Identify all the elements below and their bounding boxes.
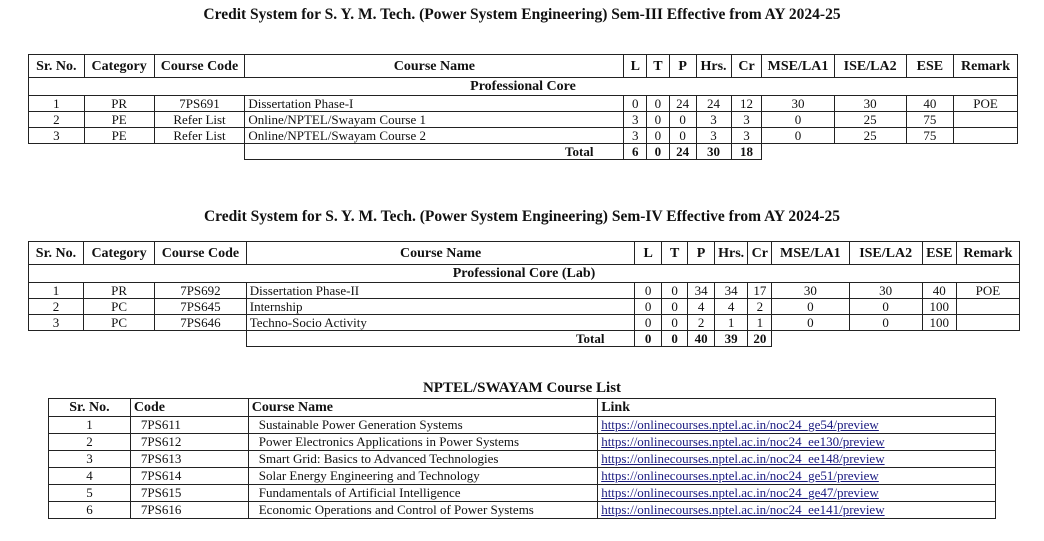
sem4-cell: POE <box>956 283 1019 299</box>
sem3-header-cell: Hrs. <box>696 55 731 78</box>
table-row <box>49 434 996 451</box>
sem3-cell: 40 <box>906 96 953 112</box>
course-link[interactable]: https://onlinecourses.nptel.ac.in/noc24_ge47/preview <box>598 485 996 502</box>
sem3-cell: 3 <box>731 112 762 128</box>
total-value: 0 <box>661 331 687 347</box>
sem4-header-cell: Course Name <box>246 242 635 265</box>
sem3-cell: 24 <box>669 96 696 112</box>
course-link[interactable]: https://onlinecourses.nptel.ac.in/noc24_ge51/preview <box>598 468 996 485</box>
total-value: 18 <box>731 144 762 160</box>
sem4-header-cell: T <box>661 242 687 265</box>
total-label: Total <box>245 144 624 160</box>
sem3-cell: 3 <box>696 128 731 144</box>
sem3-header-cell: L <box>624 55 647 78</box>
sem4-cell: 7PS646 <box>155 315 247 331</box>
nptel-cell: Economic Operations and Control of Power Systems <box>248 502 597 519</box>
table-row <box>49 502 996 519</box>
sem3-cell: 0 <box>647 112 670 128</box>
sem3-header-cell: MSE/LA1 <box>762 55 834 78</box>
sem4-cell: 34 <box>688 283 714 299</box>
blank-cell <box>84 144 154 160</box>
sem3-cell: PR <box>84 96 154 112</box>
nptel-cell: 2 <box>49 434 131 451</box>
sem4-cell: 0 <box>661 315 687 331</box>
total-row <box>29 331 1020 347</box>
sem3-cell: PE <box>84 112 154 128</box>
course-link[interactable]: https://onlinecourses.nptel.ac.in/noc24_ee148/preview <box>598 451 996 468</box>
sem4-cell: 30 <box>772 283 849 299</box>
sem4-cell: 100 <box>922 299 956 315</box>
sem3-header-cell: ISE/LA2 <box>834 55 906 78</box>
blank-cell <box>83 331 154 347</box>
sem3-cell: 25 <box>834 112 906 128</box>
sem3-cell <box>954 128 1018 144</box>
table-row <box>49 485 996 502</box>
sem3-header-cell: Category <box>84 55 154 78</box>
blank-cell <box>29 331 84 347</box>
sem3-cell: 75 <box>906 112 953 128</box>
sem4-cell: 1 <box>29 283 84 299</box>
table-row <box>29 283 1020 299</box>
sem4-cell: 34 <box>714 283 748 299</box>
sem3-cell: 75 <box>906 128 953 144</box>
sem3-cell: 3 <box>29 128 85 144</box>
nptel-header-cell: Link <box>598 399 996 417</box>
nptel-cell: Solar Energy Engineering and Technology <box>248 468 597 485</box>
sem3-cell: 0 <box>647 96 670 112</box>
sem4-cell: 40 <box>922 283 956 299</box>
nptel-cell: 4 <box>49 468 131 485</box>
table-row <box>29 96 1018 112</box>
sem4-cell: 30 <box>849 283 922 299</box>
total-value: 30 <box>696 144 731 160</box>
sem4-cell: 0 <box>772 315 849 331</box>
sem4-cell: 17 <box>748 283 772 299</box>
sem4-cell: 0 <box>635 299 661 315</box>
blank-cell <box>154 144 245 160</box>
sem3-cell: 0 <box>669 128 696 144</box>
sem3-cell: 0 <box>647 128 670 144</box>
sem4-cell: 7PS692 <box>155 283 247 299</box>
sem4-cell: 0 <box>635 283 661 299</box>
sem3-cell: Online/NPTEL/Swayam Course 1 <box>245 112 624 128</box>
blank-cell <box>29 144 85 160</box>
sem3-header-cell: Cr <box>731 55 762 78</box>
sem4-cell <box>956 315 1019 331</box>
sem4-header-cell: Cr <box>748 242 772 265</box>
blank-cell <box>772 331 849 347</box>
sem3-header-cell: Course Code <box>154 55 245 78</box>
sem3-header-cell: Course Name <box>245 55 624 78</box>
blank-cell <box>954 144 1018 160</box>
sem4-cell: 4 <box>688 299 714 315</box>
sem3-cell: Refer List <box>154 112 245 128</box>
sem3-header-row <box>29 55 1018 78</box>
sem4-cell: 2 <box>748 299 772 315</box>
sem4-cell <box>956 299 1019 315</box>
sem4-header-cell: Remark <box>956 242 1019 265</box>
sem3-cell: Refer List <box>154 128 245 144</box>
sem3-section: Professional Core <box>29 78 1018 96</box>
total-row <box>29 144 1018 160</box>
blank-cell <box>155 331 247 347</box>
sem3-header-cell: P <box>669 55 696 78</box>
sem3-cell: 0 <box>669 112 696 128</box>
sem3-title: Credit System for S. Y. M. Tech. (Power System Engineering) Sem-III Effective from AY 2024-25 <box>203 6 841 23</box>
sem4-header-cell: Course Code <box>155 242 247 265</box>
sem4-cell: 1 <box>748 315 772 331</box>
sem4-header-cell: L <box>635 242 661 265</box>
table-row <box>49 468 996 485</box>
nptel-cell: 3 <box>49 451 131 468</box>
table-row <box>29 128 1018 144</box>
total-label: Total <box>246 331 635 347</box>
sem3-cell: Online/NPTEL/Swayam Course 2 <box>245 128 624 144</box>
sem4-cell: 0 <box>772 299 849 315</box>
sem3-cell: 7PS691 <box>154 96 245 112</box>
blank-cell <box>849 331 922 347</box>
sem4-header-row <box>29 242 1020 265</box>
sem3-cell: 3 <box>696 112 731 128</box>
sem3-cell: 3 <box>624 128 647 144</box>
sem4-cell: 0 <box>849 315 922 331</box>
sem3-cell: 0 <box>762 112 834 128</box>
nptel-cell: 7PS613 <box>130 451 248 468</box>
sem4-cell: 2 <box>688 315 714 331</box>
sem3-cell: 3 <box>731 128 762 144</box>
total-value: 0 <box>635 331 661 347</box>
sem4-table <box>28 241 1020 347</box>
nptel-cell: 7PS614 <box>130 468 248 485</box>
sem4-cell: 4 <box>714 299 748 315</box>
sem4-cell: 0 <box>661 283 687 299</box>
sem4-cell: 7PS645 <box>155 299 247 315</box>
total-value: 0 <box>647 144 670 160</box>
nptel-cell: 6 <box>49 502 131 519</box>
table-row <box>29 112 1018 128</box>
sem4-cell: 0 <box>635 315 661 331</box>
sem4-header-cell: ESE <box>922 242 956 265</box>
total-value: 20 <box>748 331 772 347</box>
sem4-header-cell: Sr. No. <box>29 242 84 265</box>
sem4-header-cell: Hrs. <box>714 242 748 265</box>
sem4-section: Professional Core (Lab) <box>29 265 1020 283</box>
nptel-cell: 7PS612 <box>130 434 248 451</box>
nptel-title: NPTEL/SWAYAM Course List <box>422 380 622 396</box>
nptel-cell: 5 <box>49 485 131 502</box>
sem3-header-cell: Remark <box>954 55 1018 78</box>
sem3-header-cell: Sr. No. <box>29 55 85 78</box>
sem4-cell: 0 <box>849 299 922 315</box>
blank-cell <box>762 144 834 160</box>
blank-cell <box>956 331 1019 347</box>
sem3-cell: 1 <box>29 96 85 112</box>
sem3-cell: 30 <box>834 96 906 112</box>
sem3-cell: 25 <box>834 128 906 144</box>
table-row <box>29 315 1020 331</box>
nptel-cell: 7PS611 <box>130 417 248 434</box>
sem3-cell: Dissertation Phase-I <box>245 96 624 112</box>
nptel-table <box>48 398 996 519</box>
sem3-cell: 0 <box>624 96 647 112</box>
sem4-cell: PC <box>83 299 154 315</box>
nptel-cell: 1 <box>49 417 131 434</box>
sem3-header-cell: T <box>647 55 670 78</box>
sem4-cell: PR <box>83 283 154 299</box>
sem4-cell: Dissertation Phase-II <box>246 283 635 299</box>
sem4-cell: 3 <box>29 315 84 331</box>
nptel-cell: Smart Grid: Basics to Advanced Technologies <box>248 451 597 468</box>
course-link[interactable]: https://onlinecourses.nptel.ac.in/noc24_ee141/preview <box>598 502 996 519</box>
sem3-cell: PE <box>84 128 154 144</box>
course-link[interactable]: https://onlinecourses.nptel.ac.in/noc24_ge54/preview <box>598 417 996 434</box>
sem3-cell: 24 <box>696 96 731 112</box>
sem4-title: Credit System for S. Y. M. Tech. (Power System Engineering) Sem-IV Effective from AY 2024-25 <box>203 208 840 225</box>
sem3-cell: 3 <box>624 112 647 128</box>
sem4-header-cell: Category <box>83 242 154 265</box>
nptel-header-cell: Course Name <box>248 399 597 417</box>
nptel-header-cell: Sr. No. <box>49 399 131 417</box>
sem3-header-cell: ESE <box>906 55 953 78</box>
nptel-cell: Sustainable Power Generation Systems <box>248 417 597 434</box>
sem4-cell: Techno-Socio Activity <box>246 315 635 331</box>
total-value: 24 <box>669 144 696 160</box>
nptel-cell: Power Electronics Applications in Power Systems <box>248 434 597 451</box>
sem4-cell: 2 <box>29 299 84 315</box>
nptel-cell: Fundamentals of Artificial Intelligence <box>248 485 597 502</box>
sem4-cell: 100 <box>922 315 956 331</box>
sem4-cell: 1 <box>714 315 748 331</box>
sem4-header-cell: ISE/LA2 <box>849 242 922 265</box>
nptel-cell: 7PS615 <box>130 485 248 502</box>
sem3-cell: 2 <box>29 112 85 128</box>
sem3-cell <box>954 112 1018 128</box>
table-row <box>49 417 996 434</box>
sem4-header-cell: P <box>688 242 714 265</box>
course-link[interactable]: https://onlinecourses.nptel.ac.in/noc24_ee130/preview <box>598 434 996 451</box>
total-value: 40 <box>688 331 714 347</box>
blank-cell <box>906 144 953 160</box>
sem4-cell: 0 <box>661 299 687 315</box>
total-value: 6 <box>624 144 647 160</box>
blank-cell <box>922 331 956 347</box>
table-row <box>49 451 996 468</box>
nptel-header-row <box>49 399 996 417</box>
nptel-header-cell: Code <box>130 399 248 417</box>
sem3-cell: 12 <box>731 96 762 112</box>
sem4-cell: PC <box>83 315 154 331</box>
table-row <box>29 299 1020 315</box>
total-value: 39 <box>714 331 748 347</box>
sem4-cell: Internship <box>246 299 635 315</box>
sem4-header-cell: MSE/LA1 <box>772 242 849 265</box>
blank-cell <box>834 144 906 160</box>
sem3-table <box>28 54 1018 160</box>
sem3-cell: 0 <box>762 128 834 144</box>
sem3-cell: 30 <box>762 96 834 112</box>
nptel-cell: 7PS616 <box>130 502 248 519</box>
sem3-cell: POE <box>954 96 1018 112</box>
